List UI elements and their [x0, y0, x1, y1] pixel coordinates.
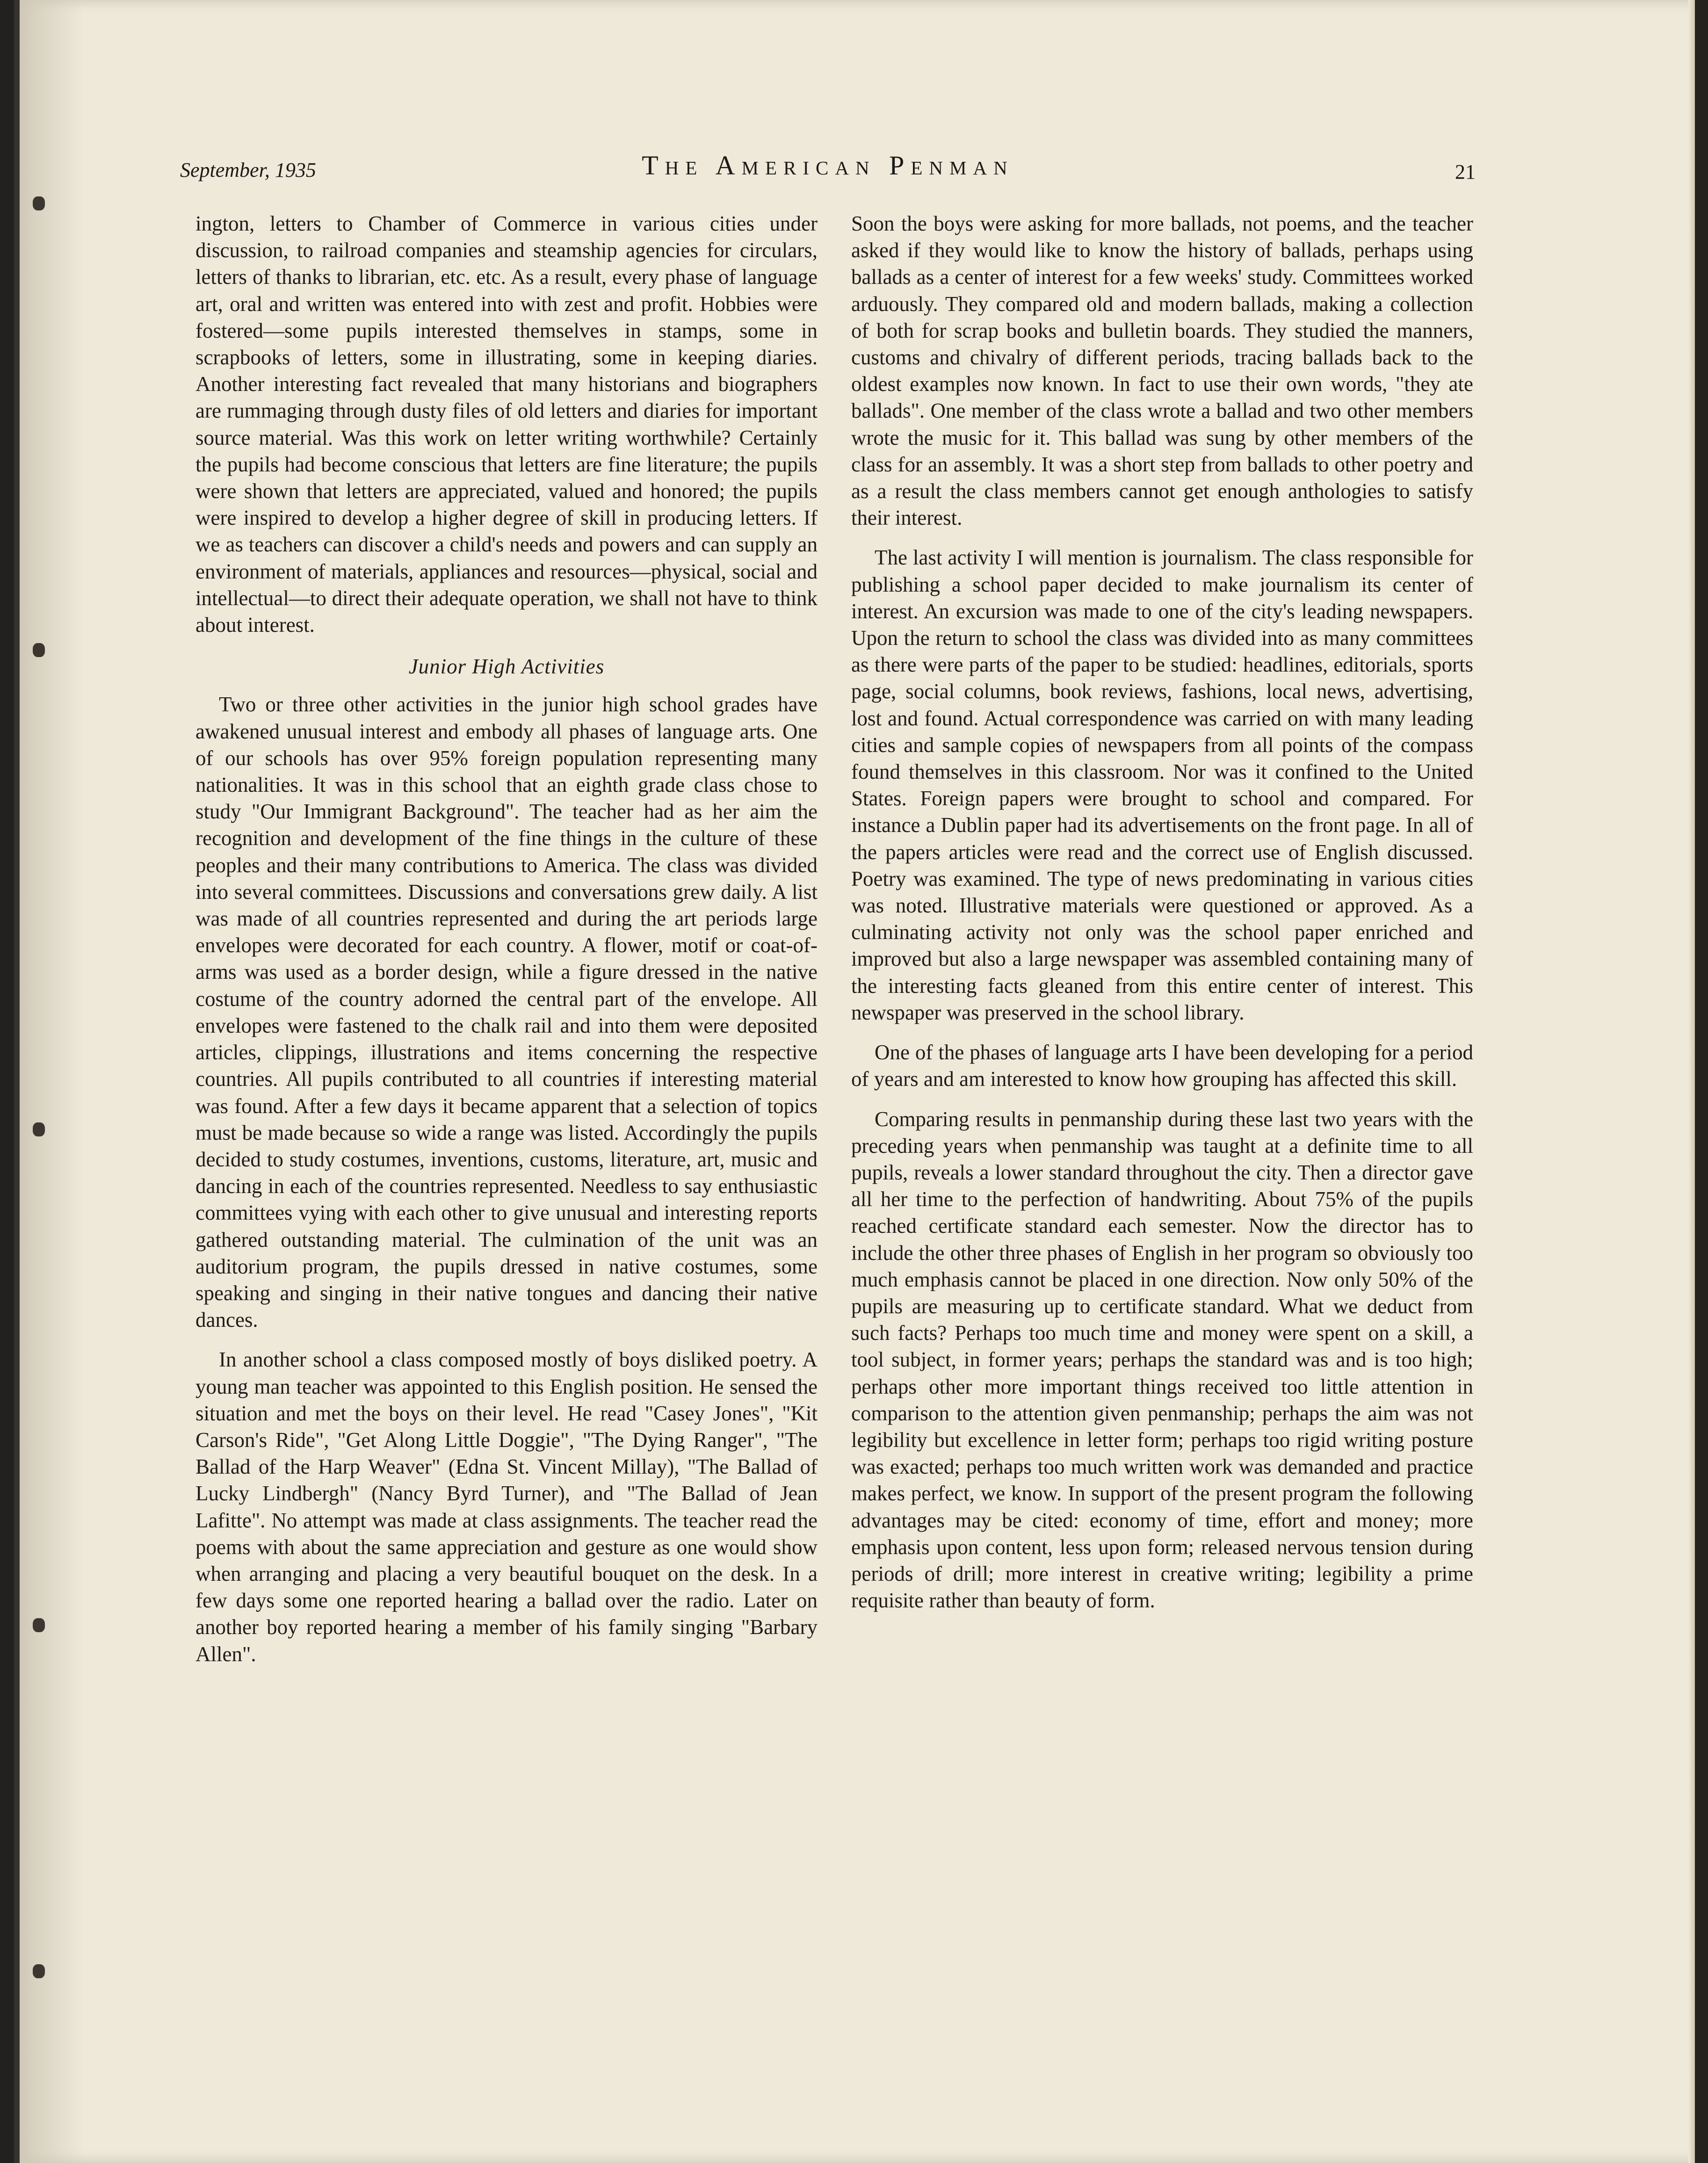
scan-border	[1695, 0, 1708, 2163]
header-date: September, 1935	[180, 159, 316, 181]
right-column	[851, 210, 1473, 1614]
section-heading: Junior High Activities	[408, 655, 605, 679]
binding-mark	[33, 1122, 45, 1136]
binding-mark	[33, 196, 45, 210]
paragraph: ington, letters to Chamber of Commerce in various cities under discussion, to railroad companies and steamship agencies for circulars, letters of thanks to librarian, etc. etc. As a result, every phase of language art, oral and written was entered into with zest and profit. Hobbies were fostered—some pupils interested themselves in stamps, some in scrapbooks of letters, some in illustrating, some in keeping diaries. Another interesting fact revealed that many historians and biographers are rummaging through dusty files of old letters and diaries for important source material. Was this work on letter writing worthwhile? Certainly the pupils had become conscious that letters are fine literature; the pupils were shown that letters are appreciated, valued and honored; the pupils were inspired to develop a higher degree of skill in producing letters. If we as teachers can discover a child's needs and powers and can supply an environment of materials, appliances and resources—physical, social and intellectual—to direct their adequate operation, we shall not have to think about interest.	[195, 212, 818, 637]
paragraph: The last activity I will mention is journalism. The class responsible for publishing a school paper decided to make journalism its center of interest. An excursion was made to one of the city's leading newspapers. Upon the return to school the class was divided into as many committees as there were parts of the paper to be studied: headlines, editorials, sports page, social columns, book reviews, fashions, local news, advertising, lost and found. Actual correspondence was carried on with many leading cities and sample copies of newspapers from all points of the compass found themselves in this classroom. Nor was it confined to the United States. Foreign papers were brought to school and compared. For instance a Dublin paper had its advertisements on the front page. In all of the papers articles were read and the correct use of English discussed. Poetry was examined. The type of news predominating in various cities was noted. Illustrative materials were questioned or approved. As a culminating activity not only was the school paper enriched and improved but also a large newspaper was assembled containing many of the interesting facts gleaned from this entire center of interest. This newspaper was preserved in the school library.	[851, 546, 1473, 1024]
binding-mark	[33, 1964, 45, 1978]
page-gutter-shadow	[14, 0, 84, 2163]
binding-edge	[14, 0, 20, 2163]
binding-mark	[33, 643, 45, 657]
running-header	[180, 150, 1476, 196]
magazine-page	[14, 0, 1708, 2163]
page-number: 21	[1455, 160, 1476, 183]
page-edge-shadow	[1688, 0, 1695, 2163]
paragraph: In another school a class composed mostly of boys disliked poetry. A young man teacher was appointed to this English position. He sensed the situation and met the boys on their level. He read "Casey Jones", "Kit Carson's Ride", "Get Along Little Doggie", "The Dying Ranger", "The Ballad of the Harp Weaver" (Edna St. Vincent Millay), "The Ballad of Lucky Lindbergh" (Nancy Byrd Turner), and "The Ballad of Jean Lafitte". No attempt was made at class assignments. The teacher read the poems with about the same appreciation and gesture as one would show when arranging and placing a very beautiful bouquet on the desk. In a few days some one reported hearing a ballad over the radio. Later on another boy reported hearing a member of his family singing "Barbary Allen".	[195, 1348, 818, 1666]
paragraph: Two or three other activities in the junior high school grades have awakened unusual interest and embody all phases of language arts. One of our schools has over 95% foreign population representing many nationalities. It was in this school that an eighth grade class chose to study "Our Immigrant Background". The teacher had as her aim the recognition and development of the fine things in the culture of these peoples and their many contributions to America. The class was divided into several committees. Discussions and conversations grew daily. A list was made of all countries represented and during the art periods large envelopes were decorated for each country. A flower, motif or coat-of-arms was used as a border design, while a figure dressed in the native costume of the country adorned the central part of the envelope. All envelopes were fastened to the chalk rail and into them were deposited articles, clippings, illustrations and items concerning the respective countries. All pupils contributed to all countries if interesting material was found. After a few days it became apparent that a selection of topics must be made because so wide a range was listed. Accordingly the pupils decided to study costumes, inventions, customs, literature, art, music and dancing in each of the countries represented. Needless to say enthusiastic committees vying with each other to give unusual and interesting reports gathered outstanding material. The culmination of the unit was an auditorium program, the pupils dressed in native costumes, some speaking and singing in their native tongues and dancing their native dances.	[195, 693, 818, 1332]
paragraph: One of the phases of language arts I have been developing for a period of years and am interested to know how grouping has affected this skill.	[851, 1041, 1473, 1091]
binding-mark	[33, 1618, 45, 1632]
magazine-title: The American Penman	[642, 150, 1014, 181]
left-column	[195, 210, 818, 1668]
paragraph: Soon the boys were asking for more ballads, not poems, and the teacher asked if they would like to know the history of ballads, perhaps using ballads as a center of interest for a few weeks' study. Committees worked arduously. They compared old and modern ballads, making a collection of both for scrap books and bulletin boards. They studied the manners, customs and chivalry of different periods, tracing ballads back to the oldest examples now known. In fact to use their own words, "they ate ballads". One member of the class wrote a ballad and two other members wrote the music for it. This ballad was sung by other members of the class for an assembly. It was a short step from ballads to other poetry and as a result the class members cannot get enough anthologies to satisfy their interest.	[851, 212, 1473, 530]
paragraph: Comparing results in penmanship during these last two years with the preceding years when penmanship was taught at a definite time to all pupils, reveals a lower standard throughout the city. Then a director gave all her time to the perfection of handwriting. About 75% of the pupils reached certificate standard each semester. Now the director has to include the other three phases of English in her program so obviously too much emphasis cannot be placed in one direction. Now only 50% of the pupils are measuring up to certificate standard. What we deduct from such facts? Perhaps too much time and money were spent on a skill, a tool subject, in former years; perhaps the standard was and is too high; perhaps other more important things received too little attention in comparison to the attention given penmanship; perhaps the aim was not legibility but excellence in letter form; perhaps too rigid writing posture was exacted; perhaps too much written work was demanded and practice makes perfect, we know. In support of the present program the following advantages may be cited: economy of time, effort and money; more emphasis upon content, less upon form; released nervous tension during periods of drill; more interest in creative writing; legibility a prime requisite rather than beauty of form.	[851, 1107, 1473, 1613]
